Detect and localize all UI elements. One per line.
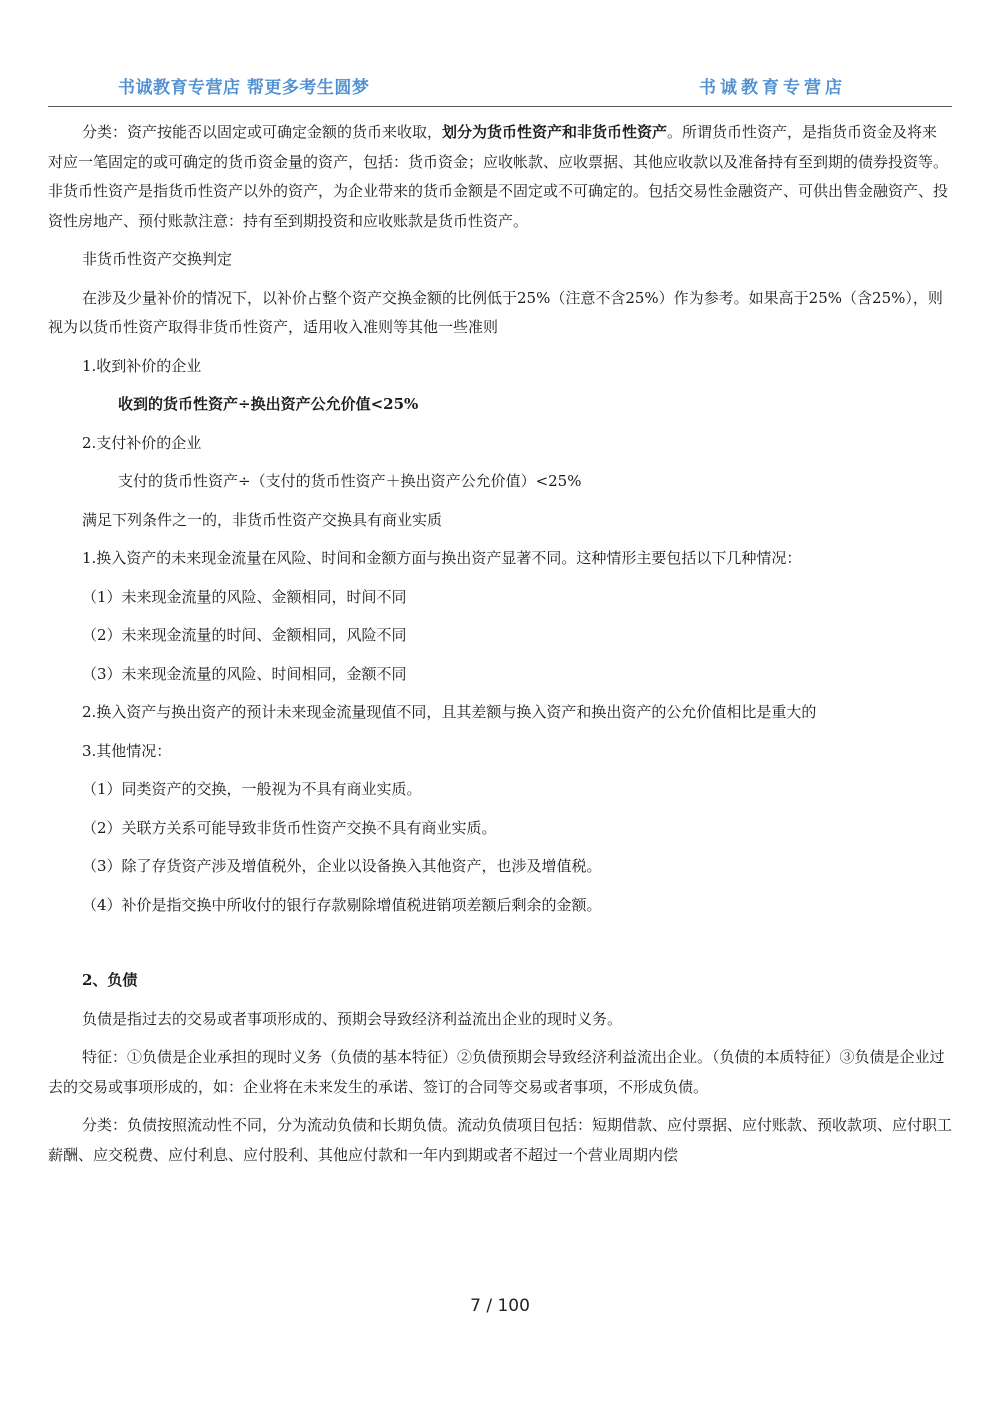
classification-text-a: 分类：资产按能否以固定或可确定金额的货币来收取， [82, 123, 443, 141]
header-divider [48, 106, 952, 107]
condition-3-item: （1）同类资产的交换，一般视为不具有商业实质。 [82, 780, 422, 798]
condition-3-item: （3）除了存货资产涉及增值税外，企业以设备换入其他资产，也涉及增值税。 [82, 857, 602, 875]
liability-heading: 2、负债 [82, 971, 138, 989]
nonmonetary-heading: 非货币性资产交换判定 [82, 250, 233, 268]
header-right-title: 书诚教育专营店 [699, 78, 846, 98]
condition-3: 3.其他情况： [82, 741, 172, 760]
threshold-paragraph: 在涉及少量补价的情况下，以补价占整个资产交换金额的比例低于25%（注意不含25%）作为参考。如果高于25%（含25%），则视为以货币性资产取得非货币性资产，适用收入准则等其他一些准则 [48, 288, 943, 336]
liability-definition: 负债是指过去的交易或者事项形成的、预期会导致经济利益流出企业的现时义务。 [82, 1009, 623, 1028]
classification-bold-text: 划分为货币性资产和非货币性资产 [442, 123, 668, 141]
liability-features: 特征：①负债是企业承担的现时义务（负债的基本特征）②负债预期会导致经济利益流出企业。（负债的本质特征）③负债是企业过去的交易或事项形成的，如：企业将在未来发生的承诺、签订的合同等交易或者事项，不形成负债。 [48, 1048, 945, 1096]
receive-heading: 1.收到补价的企业 [82, 356, 202, 375]
condition-3-item: （2）关联方关系可能导致非货币性资产交换不具有商业实质。 [82, 818, 497, 837]
condition-1-item: （2）未来现金流量的时间、金额相同，风险不同 [82, 626, 407, 644]
condition-3-item: （4）补价是指交换中所收付的银行存款剔除增值税进销项差额后剩余的金额。 [82, 895, 602, 914]
condition-1-item: （1）未来现金流量的风险、金额相同，时间不同 [82, 587, 407, 606]
header-left-title: 书诚教育专营店 帮更多考生圆梦 [118, 78, 370, 98]
condition-1: 1.换入资产的未来现金流量在风险、时间和金额方面与换出资产显著不同。这种情形主要包括以下几种情况： [82, 549, 802, 567]
page-number: 7 / 100 [470, 1296, 530, 1316]
asset-classification-paragraph [48, 118, 952, 236]
condition-2: 2.换入资产与换出资产的预计未来现金流量现值不同，且其差额与换入资产和换出资产的公允价值相比是重大的 [82, 703, 817, 721]
substance-intro: 满足下列条件之一的，非货币性资产交换具有商业实质 [82, 510, 443, 529]
document-body [48, 118, 952, 1170]
pay-formula: 支付的货币性资产÷（支付的货币性资产＋换出资产公允价值）<25% [118, 472, 582, 490]
classification-text-b: 。所谓货币性资产，是指货币资金及将来对应一笔固定的或可确定的货币资金量的资产，包括：货币资金；应收帐款、应收票据、其他应收款以及准备持有至到期的债券投资等。非货币性资产是指货币性资产以外的资产，为企业带来的货币金额是不固定或不可确定的。包括交易性金融资产、可供出售金融资产、投资性房地产、预付账款注意：持有至到期投资和应收账款是货币性资产。 [48, 123, 949, 230]
liability-classification: 分类：负债按照流动性不同，分为流动负债和长期负债。流动负债项目包括：短期借款、应付票据、应付账款、预收款项、应付职工薪酬、应交税费、应付利息、应付股利、其他应付款和一年内到期或者不超过一个营业周期内偿 [48, 1116, 953, 1164]
pay-heading: 2.支付补价的企业 [82, 433, 202, 452]
page-header [48, 70, 952, 106]
receive-formula: 收到的货币性资产÷换出资产公允价值<25% [118, 395, 419, 413]
condition-1-item: （3）未来现金流量的风险、时间相同，金额不同 [82, 664, 407, 683]
